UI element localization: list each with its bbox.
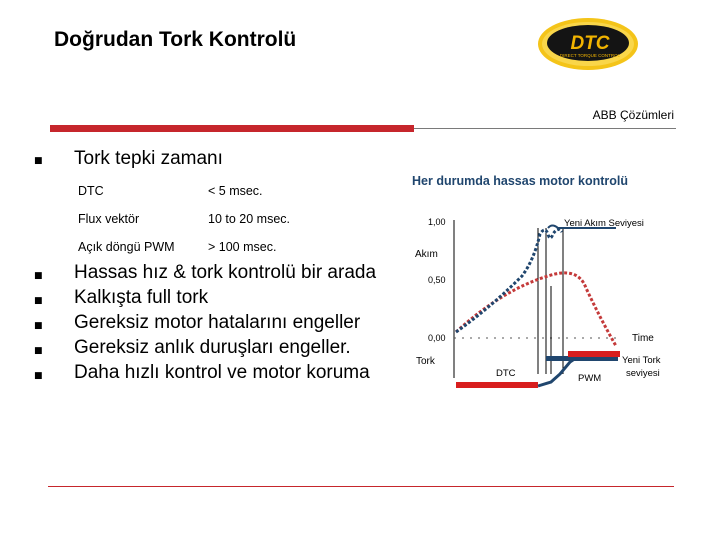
svg-text:DTC: DTC xyxy=(570,33,610,54)
list-item-text: Gereksiz anlık duruşları engeller. xyxy=(74,337,351,358)
method-cell: Açık döngü PWM xyxy=(78,240,175,254)
list-item-text: Kalkışta full tork xyxy=(74,287,209,308)
new-torque-label-line2: seviyesi xyxy=(626,368,660,379)
table-row xyxy=(62,204,342,232)
page-title: Doğrudan Tork Kontrolü xyxy=(54,28,297,51)
time-cell: < 5 msec. xyxy=(208,184,263,198)
time-cell: 10 to 20 msec. xyxy=(208,212,290,226)
guide-lines xyxy=(538,228,563,374)
torque-axis-label: Tork xyxy=(416,356,435,367)
footer-divider xyxy=(48,486,674,487)
time-cell: > 100 msec. xyxy=(208,240,277,254)
header-grey-divider xyxy=(414,128,676,129)
section-heading: Tork tepki zamanı xyxy=(74,148,223,169)
y-tick-mid: 0,50 xyxy=(428,275,446,285)
abb-solutions-label: ABB Çözümleri xyxy=(592,108,674,122)
method-cell: Flux vektör xyxy=(78,212,140,226)
pwm-annotation: PWM xyxy=(578,373,602,384)
y-tick-zero: 0,00 xyxy=(428,333,446,343)
dtc-logo xyxy=(536,16,640,72)
square-bullet-icon: ■ xyxy=(34,156,43,166)
motor-control-diagram xyxy=(410,168,710,398)
table-row xyxy=(62,232,342,260)
dtc-annotation: DTC xyxy=(496,368,516,379)
response-time-table xyxy=(62,176,342,260)
square-bullet-icon: ■ xyxy=(34,346,43,356)
header-red-divider xyxy=(50,125,414,132)
initial-torque-band xyxy=(456,382,538,388)
table-row xyxy=(62,176,342,204)
new-torque-band-red xyxy=(568,351,620,357)
list-item-text: Hassas hız & tork kontrolü bir arada xyxy=(74,262,377,283)
list-item-text: Daha hızlı kontrol ve motor koruma xyxy=(74,362,370,383)
new-current-level-label: Yeni Akım Seviyesi xyxy=(564,218,644,229)
y-tick-top: 1,00 xyxy=(428,217,446,227)
list-item-text: Gereksiz motor hatalarını engeller xyxy=(74,312,361,333)
time-axis-label: Time xyxy=(632,333,654,344)
square-bullet-icon: ■ xyxy=(34,321,43,331)
current-axis-label: Akım xyxy=(415,249,438,260)
dtc-torque-curve xyxy=(538,358,576,386)
method-cell: DTC xyxy=(78,184,104,198)
svg-text:DIRECT TORQUE CONTROL: DIRECT TORQUE CONTROL xyxy=(559,53,621,58)
square-bullet-icon: ■ xyxy=(34,271,43,281)
new-torque-label-line1: Yeni Tork xyxy=(622,355,661,366)
pwm-current-curve xyxy=(456,273,616,346)
square-bullet-icon: ■ xyxy=(34,296,43,306)
diagram-title: Her durumda hassas motor kontrolü xyxy=(412,174,629,188)
square-bullet-icon: ■ xyxy=(34,371,43,381)
